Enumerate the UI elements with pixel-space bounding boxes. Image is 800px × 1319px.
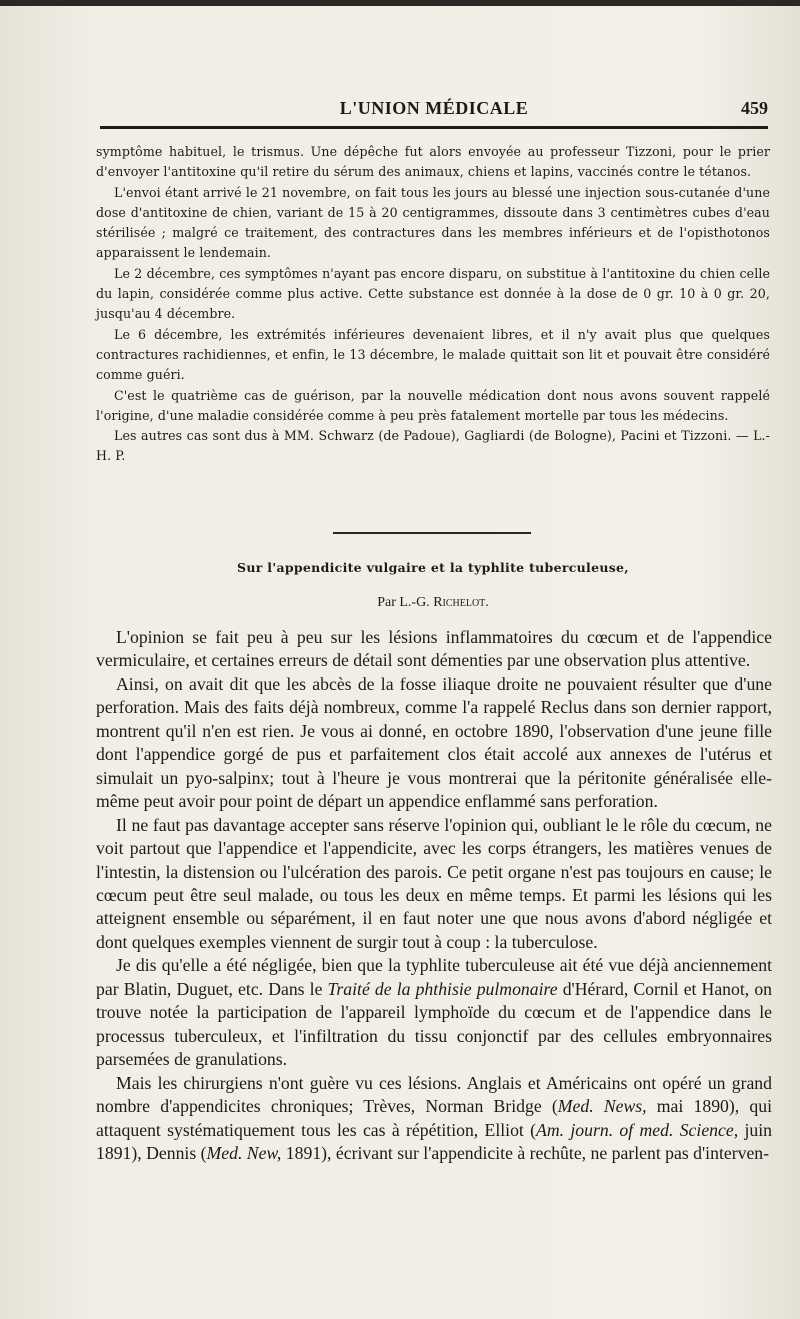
text-run: mai 1890), qui attaquent systématiquement tous les cas à répétition, Elliot ( (96, 1096, 773, 1140)
text-run: d'Hérard, Cornil et Hanot, on trouve notée la participation de l'appareil lymphoïde du cœcum et de l'appendice dans le processus tuberculeux, et l'infiltration du tissu conjonctif par des cellules embryonnaires parsemées de granulations. (96, 978, 773, 1070)
paragraph: Il ne faut pas davantage accepter sans réserve l'opinion qui, oubliant le le rôle du cœcum, ne voit partout que l'appendice et l'appendicite, avec les corps étrangers, les matières venues de l'intestin, la distension ou l'ulcération des parois. Ce petit organe n'est pas toujours en cause; le cœcum peut être seul malade, ou tous les deux en même temps. Et parmi les lésions qui les atteignent ensemble ou séparément, il en faut noter une que nous avons d'abord négligée et dont quelques exemples viennent de surgir tout à coup : la tuberculose. (96, 814, 772, 952)
article-body (96, 626, 772, 1165)
book-title: Traité de la phthisie pulmonaire (327, 978, 558, 999)
byline (96, 595, 770, 611)
byline-prefix: Par L.-G. (377, 595, 434, 610)
article-separator (333, 532, 531, 534)
citation: Am. journ. of med. Science, (536, 1119, 739, 1140)
paragraph: symptôme habituel, le trismus. Une dépêche fut alors envoyée au professeur Tizzoni, pour le prier d'envoyer l'antitoxine qu'il retire du sérum des animaux, chiens et lapins, vaccinés contre le tétanos. (96, 144, 770, 180)
paragraph: L'envoi étant arrivé le 21 novembre, on fait tous les jours au blessé une injection sous-cutanée d'une dose d'antitoxine de chien, variant de 15 à 20 centigrammes, dissoute dans 3 centimètres cubes d'eau stérilisée ; malgré ce traitement, des contractures dans les membres inférieurs et de l'opisthotonos apparaissent le lendemain. (96, 184, 770, 261)
citation: Med. New, (206, 1142, 282, 1163)
byline-author: Richelot. (433, 595, 489, 610)
paragraph: Les autres cas sont dus à MM. Schwarz (de Padoue), Gagliardi (de Bologne), Pacini et Tizzoni. — L.-H. P. (96, 428, 770, 464)
header-rule (100, 126, 768, 129)
text-run: juin 1891), Dennis ( (96, 1119, 772, 1163)
previous-article-text (96, 142, 770, 467)
text-run: Mais les chirurgiens n'ont guère vu ces lésions. Anglais et Américains ont opéré un grand nombre d'appendicites chroniques; Trèves, Norman Bridge ( (96, 1072, 772, 1117)
text-run: 1891), écrivant sur l'appendicite à rechûte, ne parlent pas d'interven- (281, 1142, 770, 1163)
paragraph: Ainsi, on avait dit que les abcès de la fosse iliaque droite ne pouvaient résulter que d'une perforation. Mais des faits déjà nombreux, comme l'a rappelé Reclus dans son dernier rapport, montrent qu'il n'en est rien. Je vous ai donné, en octobre 1890, l'observation d'une jeune fille dont l'appendice gorgé de pus et parfaitement clos était accolé aux annexes de l'utérus et simulait un pyo-salpinx; tout à l'heure je vous montrerai que la péritonite généralisée elle-même peut avoir pour point de départ un appendice enflammé sans perforation. (96, 673, 772, 812)
page-header (100, 98, 768, 122)
paragraph: L'opinion se fait peu à peu sur les lésions inflammatoires du cœcum et de l'appendice vermiculaire, et certaines erreurs de détail sont démenties par une observation plus attentive. (96, 627, 772, 671)
paragraph (96, 1072, 772, 1166)
running-title: L'UNION MÉDICALE (339, 98, 529, 118)
page-top-edge (0, 0, 800, 6)
paragraph: Le 2 décembre, ces symptômes n'ayant pas encore disparu, on substitue à l'antitoxine du chien celle du lapin, considérée comme plus active. Cette substance est donnée à la dose de 0 gr. 10 à 0 gr. 20, jusqu'au 4 décembre. (96, 265, 770, 322)
article-title: Sur l'appendicite vulgaire et la typhlite tuberculeuse, (237, 560, 629, 575)
paragraph: Le 6 décembre, les extrémités inférieures devenaient libres, et il n'y avait plus que quelques contractures rachidiennes, et enfin, le 13 décembre, le malade quittait son lit et pouvait être considéré comme guéri. (96, 326, 770, 383)
paragraph (96, 954, 772, 1071)
text-run: Je dis qu'elle a été négligée, bien que la typhlite tuberculeuse ait été vue déjà anciennement par Blatin, Duguet, etc. Dans le (96, 955, 772, 999)
page-number: 459 (741, 98, 768, 118)
citation: Med. News, (557, 1096, 647, 1117)
paragraph: C'est le quatrième cas de guérison, par la nouvelle médication dont nous avons souvent rappelé l'origine, d'une maladie considérée comme à peu près fatalement mortelle par tous les médecins. (96, 387, 770, 423)
